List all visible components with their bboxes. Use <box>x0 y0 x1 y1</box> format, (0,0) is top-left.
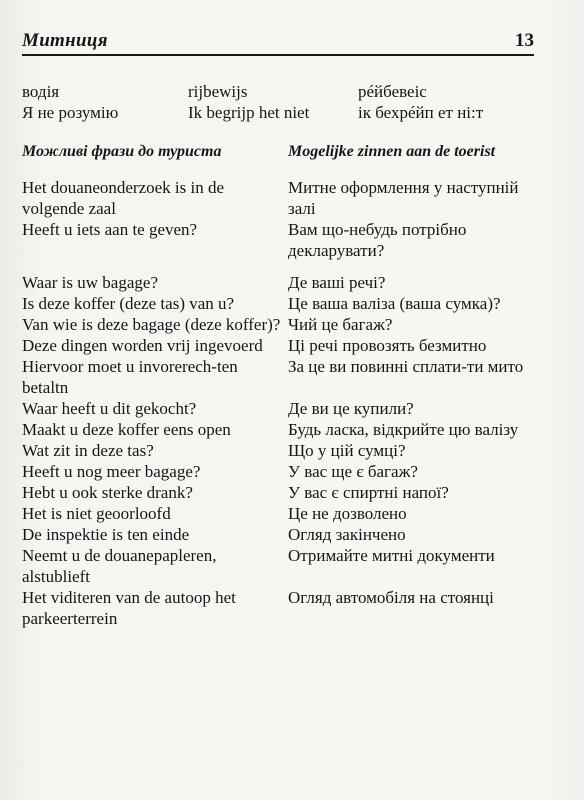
phrase-dutch: Waar heeft u dit gekocht? <box>22 399 197 418</box>
phrase-ukrainian: У вас є спиртні напої? <box>288 483 449 502</box>
phrase-ukrainian: Де ваші речі? <box>288 273 386 292</box>
phrase-dutch: Heeft u nog meer bagage? <box>22 462 201 481</box>
phrase-ukrainian: Будь ласка, відкрийте цю валізу <box>288 420 519 439</box>
phrase-ukrainian: Де ви це купили? <box>288 399 414 418</box>
phrase-ukrainian: Це ваша валіза (ваша сумка)? <box>288 294 501 313</box>
vocab-dutch: Ik begrijp het niet <box>188 103 310 122</box>
vocab-row <box>22 81 562 102</box>
vocab-block <box>22 81 562 123</box>
phrase-dutch: Deze dingen worden vrij ingevoerd <box>22 336 263 355</box>
phrase-dutch: Hebt u ook sterke drank? <box>22 483 193 502</box>
phrase-dutch: Het is niet geoorloofd <box>22 504 171 523</box>
vocab-dutch: rijbewijs <box>188 82 248 101</box>
phrase-dutch: Neemt u de douanepapleren, alstublieft <box>22 546 217 586</box>
phrase-ukrainian: Чий це багаж? <box>288 315 393 334</box>
phrase-dutch: De inspektie is ten einde <box>22 525 190 544</box>
phrase-dutch: Is deze koffer (deze tas) van u? <box>22 294 235 313</box>
phrase-row <box>22 503 562 524</box>
phrase-list <box>22 177 562 629</box>
page-number: 13 <box>515 30 534 51</box>
phrase-ukrainian: Митне оформлення у наступній залі <box>288 178 519 218</box>
phrase-ukrainian: За це ви повинні сплати-ти мито <box>288 357 524 376</box>
phrase-dutch: Het viditeren van de autoop het parkeerterrein <box>22 588 236 628</box>
vocab-row <box>22 102 562 123</box>
section-heading-dutch: Mogelijke zinnen aan de toerist <box>288 143 496 160</box>
phrase-dutch: Wat zit in deze tas? <box>22 441 154 460</box>
phrase-row <box>22 335 562 356</box>
phrase-row <box>22 398 562 419</box>
phrase-ukrainian: Ці речі провозять безмитно <box>288 336 487 355</box>
phrase-ukrainian: У вас ще є багаж? <box>288 462 418 481</box>
phrase-dutch: Van wie is deze bagage (deze koffer)? <box>22 315 281 334</box>
running-title: Митниця <box>22 30 108 51</box>
phrase-row <box>22 272 562 293</box>
vocab-transcription: ік бехрéйп ет ні:т <box>358 103 484 122</box>
phrase-ukrainian: Огляд автомобіля на стоянці <box>288 588 494 607</box>
section-heading-ukrainian: Можливі фрази до туриста <box>22 143 222 160</box>
phrase-row <box>22 177 562 219</box>
phrase-row <box>22 219 562 261</box>
phrase-ukrainian: Огляд закінчено <box>288 525 406 544</box>
page-header <box>22 28 534 56</box>
phrase-row <box>22 524 562 545</box>
phrase-row <box>22 587 562 629</box>
phrase-ukrainian: Отримайте митні документи <box>288 546 495 565</box>
phrase-ukrainian: Це не дозволено <box>288 504 407 523</box>
phrase-row <box>22 314 562 335</box>
phrase-dutch: Hiervoor moet u invorerech-ten betaltn <box>22 357 238 397</box>
phrase-row <box>22 461 562 482</box>
phrase-row <box>22 482 562 503</box>
vocab-ukrainian: Я не розумію <box>22 103 119 122</box>
phrase-row <box>22 419 562 440</box>
phrase-dutch: Waar is uw bagage? <box>22 273 158 292</box>
vocab-transcription: рéйбевеіс <box>358 82 427 101</box>
phrase-dutch: Heeft u iets aan te geven? <box>22 220 198 239</box>
phrase-row <box>22 356 562 398</box>
phrase-dutch: Het douaneonderzoek is in de volgende zaal <box>22 178 225 218</box>
phrase-ukrainian: Вам що-небудь потрібно декларувати? <box>288 220 467 260</box>
phrase-row <box>22 440 562 461</box>
phrase-row <box>22 545 562 587</box>
vocab-ukrainian: водія <box>22 82 60 101</box>
phrase-ukrainian: Що у цій сумці? <box>288 441 406 460</box>
phrase-dutch: Maakt u deze koffer eens open <box>22 420 231 439</box>
phrase-row <box>22 293 562 314</box>
spacer <box>22 261 562 272</box>
